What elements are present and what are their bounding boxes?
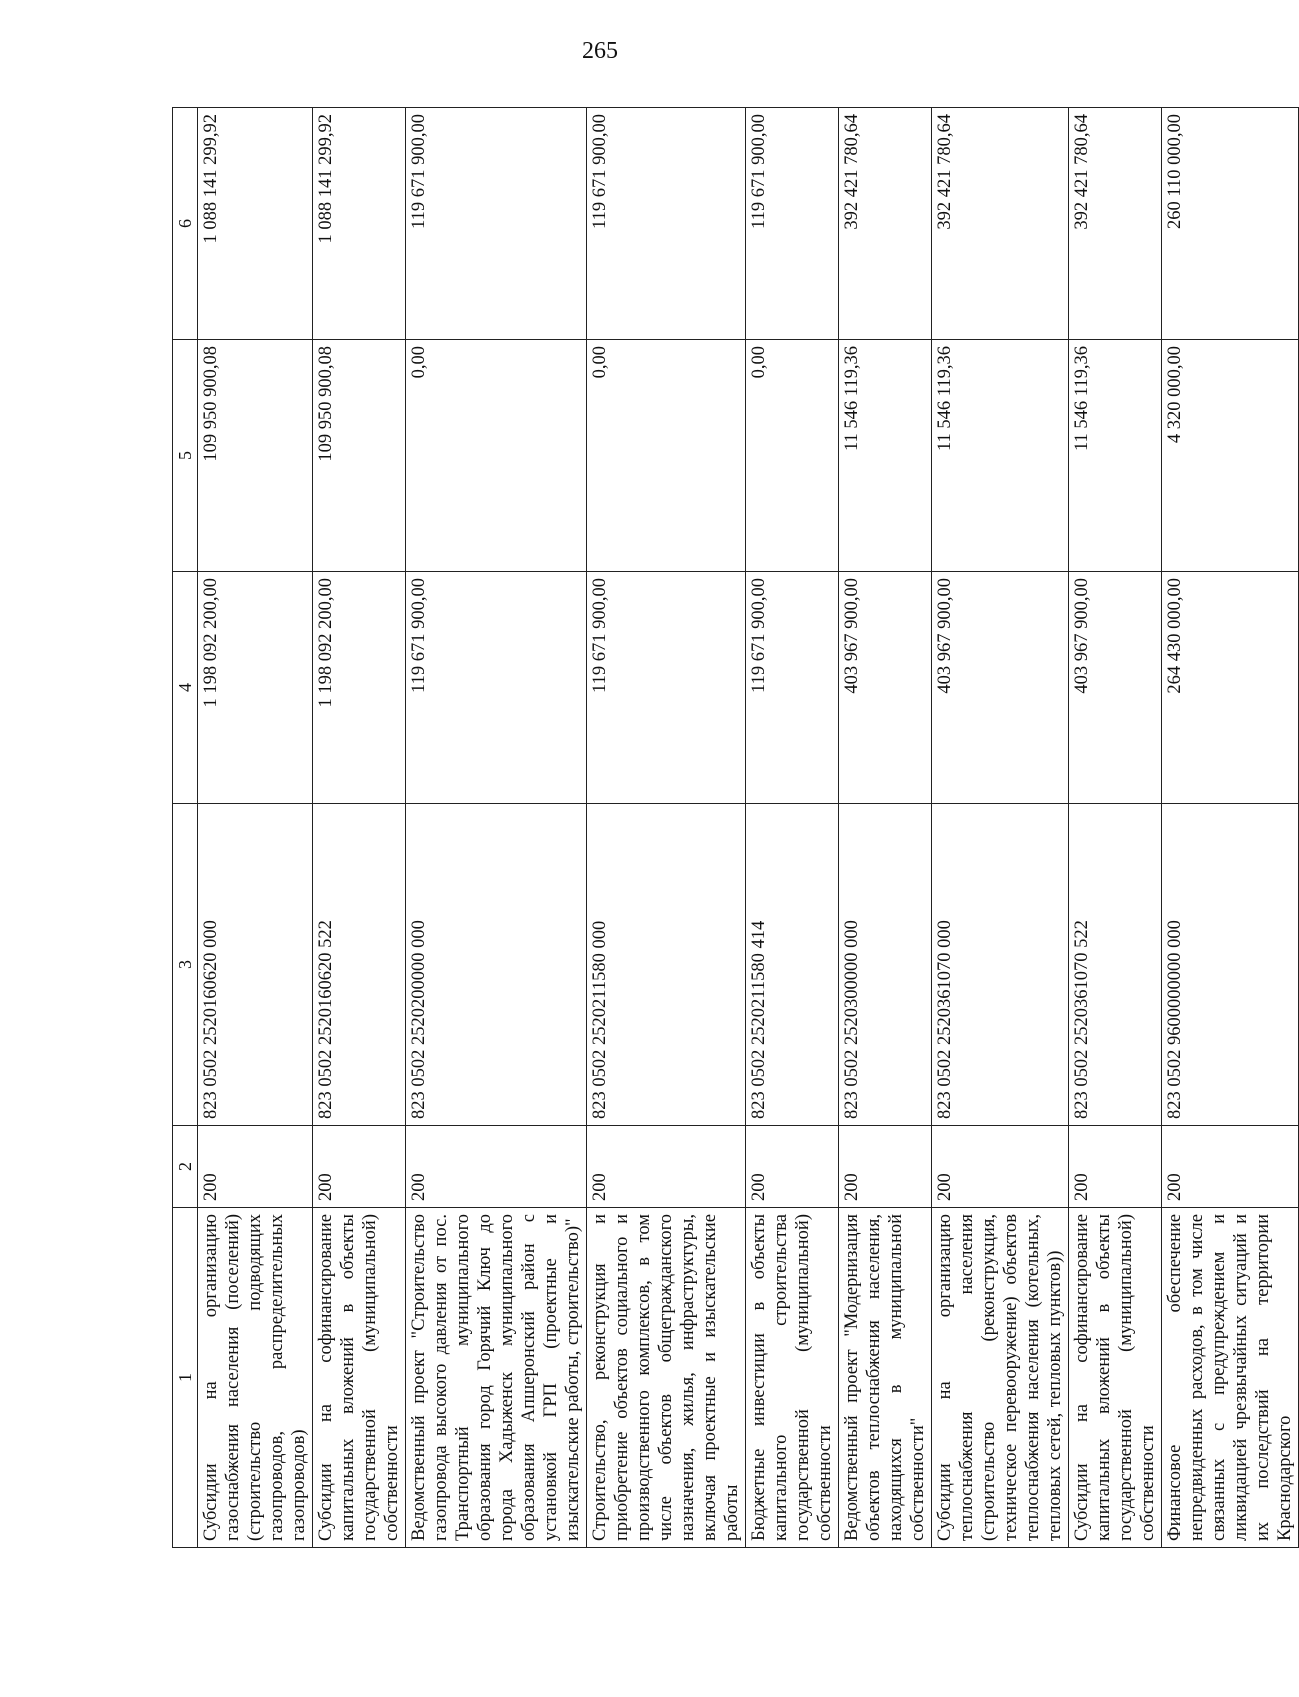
row-type: 200 <box>406 1126 587 1208</box>
table-row <box>1162 108 1299 1548</box>
table-row <box>313 108 406 1548</box>
row-type: 200 <box>839 1126 932 1208</box>
row-description: Субсидии на софинансирование капитальных вложений в объекты государственной (муниципальной) собственности <box>1069 1208 1162 1548</box>
table-row <box>1069 108 1162 1548</box>
row-code: 823 0502 9600000000 000 <box>1162 804 1299 1126</box>
row-type: 200 <box>198 1126 313 1208</box>
row-description: Строительство, реконструкция и приобретение объектов социального и производственного комплексов, в том числе объектов общегражданского назначения, жилья, инфраструктуры, включая проектные и изыскательские работы <box>587 1208 746 1548</box>
row-value-4: 403 967 900,00 <box>1069 572 1162 804</box>
row-value-4: 1 198 092 200,00 <box>198 572 313 804</box>
row-description: Ведомственный проект "Строительство газопровода высокого давления от пос. Транспортный муниципального образования город Горячий Ключ до города Хадыженск муниципального образования Апшеронский район с установкой ГРП (проектные и изыскательские работы, строительство)" <box>406 1208 587 1548</box>
rotated-table-container <box>172 108 1295 1548</box>
row-description: Субсидии на организацию газоснабжения населения (поселений) (строительство подводящих газопроводов, распределительных газопроводов) <box>198 1208 313 1548</box>
row-value-6: 392 421 780,64 <box>932 108 1069 340</box>
row-description: Субсидии на софинансирование капитальных вложений в объекты государственной (муниципальной) собственности <box>313 1208 406 1548</box>
row-code: 823 0502 2520160620 522 <box>313 804 406 1126</box>
row-value-5: 4 320 000,00 <box>1162 340 1299 572</box>
page-number: 265 <box>582 38 618 64</box>
header-col-5: 5 <box>173 340 198 572</box>
row-value-4: 264 430 000,00 <box>1162 572 1299 804</box>
row-value-4: 119 671 900,00 <box>746 572 839 804</box>
header-col-2: 2 <box>173 1126 198 1208</box>
row-code: 823 0502 2520200000 000 <box>406 804 587 1126</box>
row-value-6: 392 421 780,64 <box>839 108 932 340</box>
row-value-5: 109 950 900,08 <box>198 340 313 572</box>
row-value-5: 0,00 <box>406 340 587 572</box>
row-value-6: 392 421 780,64 <box>1069 108 1162 340</box>
row-code: 823 0502 2520300000 000 <box>839 804 932 1126</box>
row-description: Бюджетные инвестиции в объекты капитального строительства государственной (муниципальной) собственности <box>746 1208 839 1548</box>
row-type: 200 <box>746 1126 839 1208</box>
row-value-4: 403 967 900,00 <box>839 572 932 804</box>
header-row <box>173 108 198 1548</box>
row-value-4: 1 198 092 200,00 <box>313 572 406 804</box>
row-value-4: 119 671 900,00 <box>406 572 587 804</box>
row-value-5: 0,00 <box>746 340 839 572</box>
header-col-6: 6 <box>173 108 198 340</box>
row-description: Субсидии на организацию теплоснабжения населения (строительство (реконструкция, техническое перевооружение) объектов теплоснабжения населения (котельных, тепловых сетей, тепловых пунктов)) <box>932 1208 1069 1548</box>
row-value-5: 11 546 119,36 <box>1069 340 1162 572</box>
row-value-6: 119 671 900,00 <box>406 108 587 340</box>
row-type: 200 <box>313 1126 406 1208</box>
row-value-5: 11 546 119,36 <box>932 340 1069 572</box>
table-row <box>746 108 839 1548</box>
table-row <box>406 108 587 1548</box>
row-code: 823 0502 2520211580 414 <box>746 804 839 1126</box>
row-type: 200 <box>1162 1126 1299 1208</box>
row-code: 823 0502 2520361070 000 <box>932 804 1069 1126</box>
table-row <box>932 108 1069 1548</box>
header-col-3: 3 <box>173 804 198 1126</box>
row-value-6: 1 088 141 299,92 <box>198 108 313 340</box>
row-value-4: 403 967 900,00 <box>932 572 1069 804</box>
row-value-6: 260 110 000,00 <box>1162 108 1299 340</box>
row-description: Ведомственный проект "Модернизация объектов теплоснабжения населения, находящихся в муниципальной собственности" <box>839 1208 932 1548</box>
row-value-5: 0,00 <box>587 340 746 572</box>
table-row <box>587 108 746 1548</box>
table-row <box>839 108 932 1548</box>
row-value-6: 119 671 900,00 <box>746 108 839 340</box>
row-code: 823 0502 2520211580 000 <box>587 804 746 1126</box>
row-type: 200 <box>932 1126 1069 1208</box>
row-value-4: 119 671 900,00 <box>587 572 746 804</box>
row-code: 823 0502 2520160620 000 <box>198 804 313 1126</box>
budget-table <box>172 107 1299 1548</box>
row-type: 200 <box>1069 1126 1162 1208</box>
row-description: Финансовое обеспечение непредвиденных расходов, в том числе связанных с предупреждением и ликвидацией чрезвычайных ситуаций и их последствий на территории Краснодарского <box>1162 1208 1299 1548</box>
header-col-4: 4 <box>173 572 198 804</box>
header-col-1: 1 <box>173 1208 198 1548</box>
row-value-5: 109 950 900,08 <box>313 340 406 572</box>
table-row <box>198 108 313 1548</box>
row-value-6: 119 671 900,00 <box>587 108 746 340</box>
row-value-6: 1 088 141 299,92 <box>313 108 406 340</box>
row-code: 823 0502 2520361070 522 <box>1069 804 1162 1126</box>
row-value-5: 11 546 119,36 <box>839 340 932 572</box>
row-type: 200 <box>587 1126 746 1208</box>
